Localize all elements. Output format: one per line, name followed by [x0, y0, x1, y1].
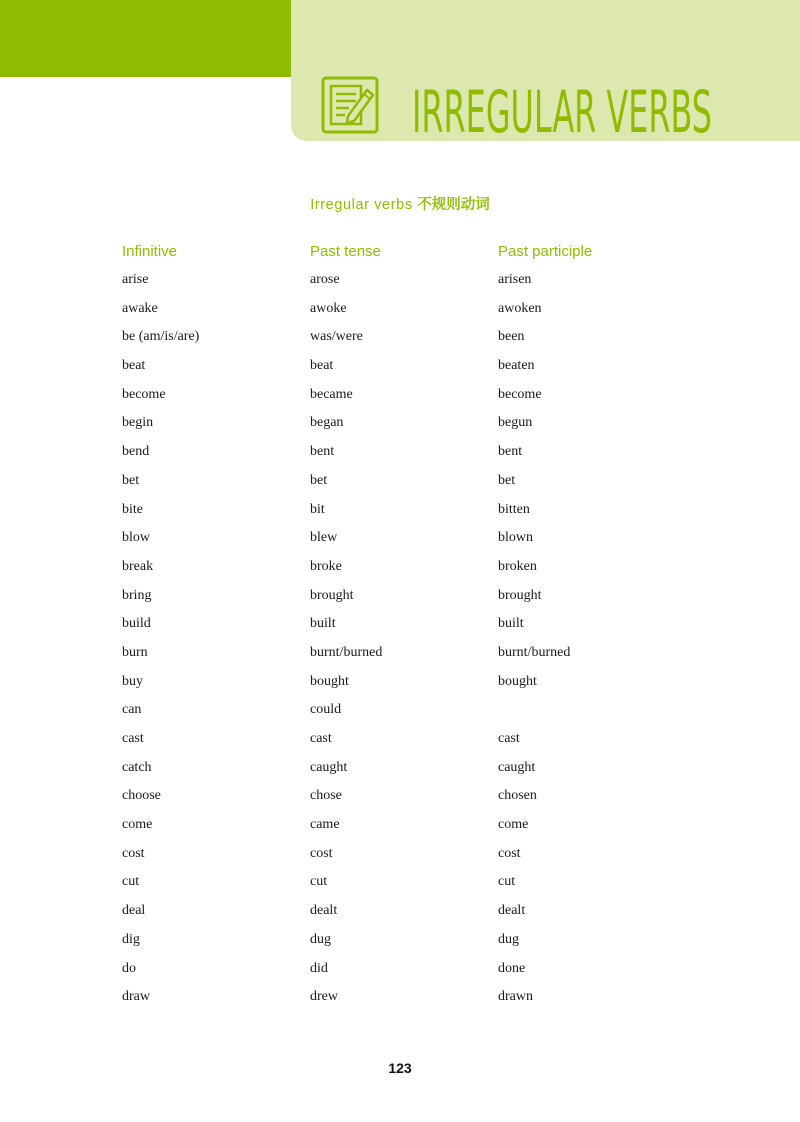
table-row — [0, 582, 800, 611]
column-header-past-participle: Past participle — [498, 243, 593, 260]
table-row — [0, 782, 800, 811]
cell-past-participle: cast — [498, 731, 520, 746]
irregular-verbs-table — [0, 266, 800, 1012]
table-row — [0, 754, 800, 783]
cell-past-participle: done — [498, 960, 526, 976]
table-row — [0, 725, 800, 754]
cell-past-tense: dealt — [310, 903, 338, 919]
cell-past-participle: bent — [498, 444, 523, 460]
cell-infinitive: buy — [122, 673, 143, 689]
cell-past-participle: cost — [498, 845, 521, 861]
cell-infinitive: come — [122, 817, 153, 833]
cell-infinitive: beat — [122, 358, 146, 374]
table-row — [0, 438, 800, 467]
cell-infinitive: become — [122, 386, 166, 402]
table-row — [0, 381, 800, 410]
page-title — [412, 74, 732, 140]
cell-past-tense: dug — [310, 931, 331, 947]
table-row — [0, 553, 800, 582]
table-row — [0, 409, 800, 438]
cell-past-participle: begun — [498, 415, 533, 431]
cell-past-participle: caught — [498, 759, 536, 775]
cell-past-tense: cut — [310, 874, 328, 890]
table-row — [0, 840, 800, 869]
cell-infinitive: do — [122, 960, 136, 976]
cell-past-participle: bitten — [498, 501, 530, 517]
cell-past-participle: dealt — [498, 903, 526, 919]
cell-past-participle: awoken — [498, 300, 542, 316]
table-row — [0, 323, 800, 352]
cell-past-tense: bought — [310, 673, 349, 689]
cell-past-participle: cut — [498, 874, 516, 890]
cell-infinitive: begin — [122, 415, 154, 431]
table-row — [0, 811, 800, 840]
subtitle-english: Irregular verbs — [310, 197, 418, 213]
table-row — [0, 266, 800, 295]
cell-past-tense: beat — [310, 358, 334, 374]
cell-past-tense: cost — [310, 845, 333, 861]
cell-past-participle: come — [498, 817, 529, 833]
cell-past-tense: chose — [310, 788, 342, 804]
cell-past-tense: bit — [310, 501, 325, 517]
table-row — [0, 897, 800, 926]
cell-infinitive: cost — [122, 845, 145, 861]
cell-past-participle: drawn — [498, 989, 533, 1005]
cell-past-tense: arose — [310, 272, 340, 287]
table-row — [0, 610, 800, 639]
cell-infinitive: cast — [122, 731, 144, 746]
cell-infinitive: bite — [122, 501, 143, 517]
cell-infinitive: be (am/is/are) — [122, 329, 200, 345]
cell-past-participle: blown — [498, 530, 533, 546]
table-row — [0, 955, 800, 984]
table-row — [0, 983, 800, 1012]
table-row — [0, 352, 800, 381]
table-row — [0, 639, 800, 668]
cell-past-tense: burnt/burned — [310, 644, 383, 660]
cell-infinitive: catch — [122, 759, 152, 775]
cell-past-participle: dug — [498, 931, 519, 947]
cell-infinitive: bet — [122, 472, 140, 488]
cell-infinitive: bring — [122, 587, 152, 603]
cell-infinitive: cut — [122, 874, 140, 890]
cell-past-tense: blew — [310, 530, 338, 546]
cell-past-participle: become — [498, 386, 542, 402]
cell-past-tense: caught — [310, 759, 348, 775]
cell-past-participle: broken — [498, 558, 537, 574]
table-row — [0, 668, 800, 697]
cell-infinitive: awake — [122, 300, 158, 316]
cell-infinitive: arise — [122, 272, 149, 287]
cell-past-participle: chosen — [498, 788, 537, 804]
cell-infinitive: break — [122, 558, 154, 574]
table-row — [0, 696, 800, 725]
cell-past-tense: began — [310, 415, 344, 431]
cell-past-tense: built — [310, 616, 336, 632]
cell-past-participle: been — [498, 329, 525, 345]
column-header-past-tense: Past tense — [310, 243, 381, 260]
cell-infinitive: blow — [122, 530, 150, 546]
subtitle-chinese: 不规则动词 — [417, 197, 490, 213]
cell-past-participle: beaten — [498, 358, 535, 374]
cell-past-tense: bent — [310, 444, 335, 460]
cell-past-tense: drew — [310, 989, 338, 1005]
notepad-pencil-icon — [321, 76, 379, 134]
cell-past-tense: cast — [310, 731, 332, 746]
cell-past-participle: built — [498, 616, 524, 632]
table-subtitle — [0, 193, 800, 214]
header-accent-block — [0, 0, 291, 77]
cell-infinitive: deal — [122, 903, 146, 919]
cell-past-participle: bet — [498, 472, 516, 488]
table-row — [0, 926, 800, 955]
table-row — [0, 467, 800, 496]
cell-infinitive: burn — [122, 644, 148, 660]
cell-infinitive: can — [122, 702, 142, 718]
cell-past-tense: became — [310, 386, 353, 402]
svg-text:IRREGULAR VERBS: IRREGULAR VERBS — [412, 78, 712, 140]
cell-past-tense: brought — [310, 587, 354, 603]
table-row — [0, 496, 800, 525]
table-row — [0, 524, 800, 553]
cell-past-tense: was/were — [310, 329, 363, 345]
cell-past-participle: arisen — [498, 272, 532, 287]
cell-past-participle: bought — [498, 673, 537, 689]
cell-past-tense: broke — [310, 558, 342, 574]
cell-infinitive: draw — [122, 989, 150, 1005]
column-header-infinitive: Infinitive — [122, 243, 178, 260]
cell-past-tense: did — [310, 960, 328, 976]
cell-infinitive: choose — [122, 788, 161, 804]
cell-past-tense: could — [310, 702, 342, 718]
cell-infinitive: bend — [122, 444, 150, 460]
cell-past-tense: bet — [310, 472, 328, 488]
page-number: 123 — [388, 1060, 412, 1076]
cell-past-participle: burnt/burned — [498, 644, 571, 660]
cell-past-participle: brought — [498, 587, 542, 603]
table-row — [0, 868, 800, 897]
cell-infinitive: build — [122, 616, 151, 632]
cell-past-tense: came — [310, 817, 340, 833]
table-row — [0, 295, 800, 324]
cell-past-tense: awoke — [310, 300, 347, 316]
cell-infinitive: dig — [122, 931, 140, 947]
